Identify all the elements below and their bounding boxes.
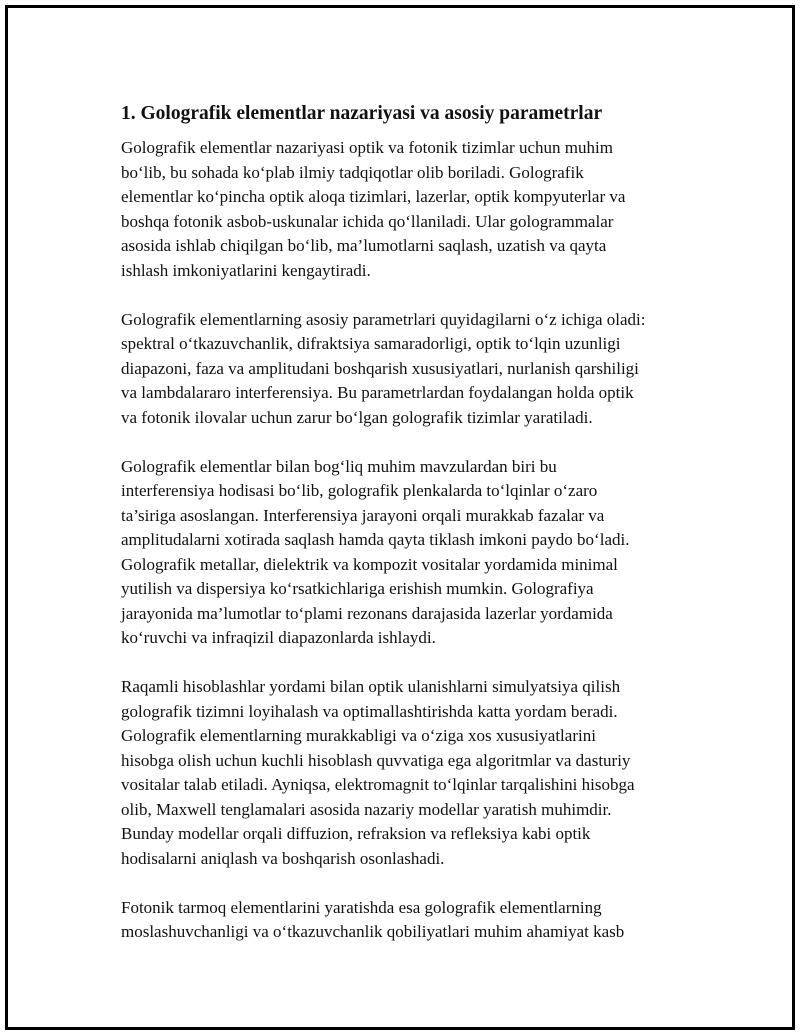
paragraph xyxy=(121,308,701,431)
text-line: amplitudalarni xotirada saqlash hamda qayta tiklash imkoni paydo bo‘ladi. xyxy=(121,530,630,549)
text-line: moslashuvchanligi va o‘tkazuvchanlik qobiliyatlari muhim ahamiyat kasb xyxy=(121,922,625,941)
text-line: boshqa fotonik asbob-uskunalar ichida qo‘llaniladi. Ular gologrammalar xyxy=(121,211,614,231)
text-line: Raqamli hisoblashlar yordami bilan optik ulanishlarni simulyatsiya qilish xyxy=(121,677,621,696)
paragraphs-container xyxy=(121,136,701,945)
text-line: va lambdalararo interferensiya. Bu parametrlardan foydalangan holda optik xyxy=(121,383,634,402)
text-line: spektral o‘tkazuvchanlik, difraktsiya samaradorligi, optik to‘lqin uzunligi xyxy=(121,334,621,353)
text-line: diapazoni, faza va amplitudani boshqarish xususiyatlari, nurlanish qarshiligi xyxy=(121,358,639,378)
text-line: golografik tizimni loyihalash va optimallashtirishda katta yordam beradi. xyxy=(121,701,618,721)
paragraph xyxy=(121,455,701,651)
text-line: Golografik metallar, dielektrik va kompozit vositalar yordamida minimal xyxy=(121,554,618,574)
text-line: vositalar talab etiladi. Ayniqsa, elektromagnit to‘lqinlar tarqalishini hisobga xyxy=(121,775,635,794)
text-line: bo‘lib, bu sohada ko‘plab ilmiy tadqiqotlar olib boriladi. Golografik xyxy=(121,162,584,182)
text-line: asosida ishlab chiqilgan bo‘lib, ma’lumotlarni saqlash, uzatish va qayta xyxy=(121,236,607,255)
text-line: olib, Maxwell tenglamalari asosida nazariy modellar yaratish muhimdir. xyxy=(121,799,612,819)
page-frame xyxy=(5,5,795,1030)
text-line: hodisalarni aniqlash va boshqarish osonlashadi. xyxy=(121,848,445,868)
text-line: yutilish va dispersiya ko‘rsatkichlariga erishish mumkin. Golografiya xyxy=(121,579,594,598)
paragraph xyxy=(121,896,701,945)
text-line: Golografik elementlarning asosiy parametrlari quyidagilarni o‘z ichiga oladi: xyxy=(121,309,646,329)
text-line: Golografik elementlarning murakkabligi va o‘ziga xos xususiyatlarini xyxy=(121,726,596,745)
text-line: Bunday modellar orqali diffuzion, refraksion va refleksiya kabi optik xyxy=(121,824,591,843)
text-line: jarayonida ma’lumotlar to‘plami rezonans darajasida lazerlar yordamida xyxy=(121,603,613,623)
text-line: va fotonik ilovalar uchun zarur bo‘lgan golografik tizimlar yaratiladi. xyxy=(121,407,593,427)
text-line: hisobga olish uchun kuchli hisoblash quvvatiga ega algoritmlar va dasturiy xyxy=(121,750,631,770)
text-line: ko‘ruvchi va infraqizil diapazonlarda ishlaydi. xyxy=(121,628,436,647)
text-line: elementlar ko‘pincha optik aloqa tizimlari, lazerlar, optik kompyuterlar va xyxy=(121,187,626,206)
text-line: ishlash imkoniyatlarini kengaytiradi. xyxy=(121,260,371,280)
text-line: Golografik elementlar bilan bog‘liq muhim mavzulardan biri bu xyxy=(121,456,557,476)
paragraph xyxy=(121,675,701,871)
section-heading: 1. Golografik elementlar nazariyasi va asosiy parametrlar xyxy=(121,103,603,124)
text-line: interferensiya hodisasi bo‘lib, golografik plenkalarda to‘lqinlar o‘zaro xyxy=(121,481,598,500)
paragraph xyxy=(121,136,701,283)
text-line: Golografik elementlar nazariyasi optik va fotonik tizimlar uchun muhim xyxy=(121,138,613,157)
text-line: ta’siriga asoslangan. Interferensiya jarayoni orqali murakkab fazalar va xyxy=(121,505,605,525)
document-body xyxy=(121,101,701,969)
text-line: Fotonik tarmoq elementlarini yaratishda esa golografik elementlarning xyxy=(121,897,602,917)
